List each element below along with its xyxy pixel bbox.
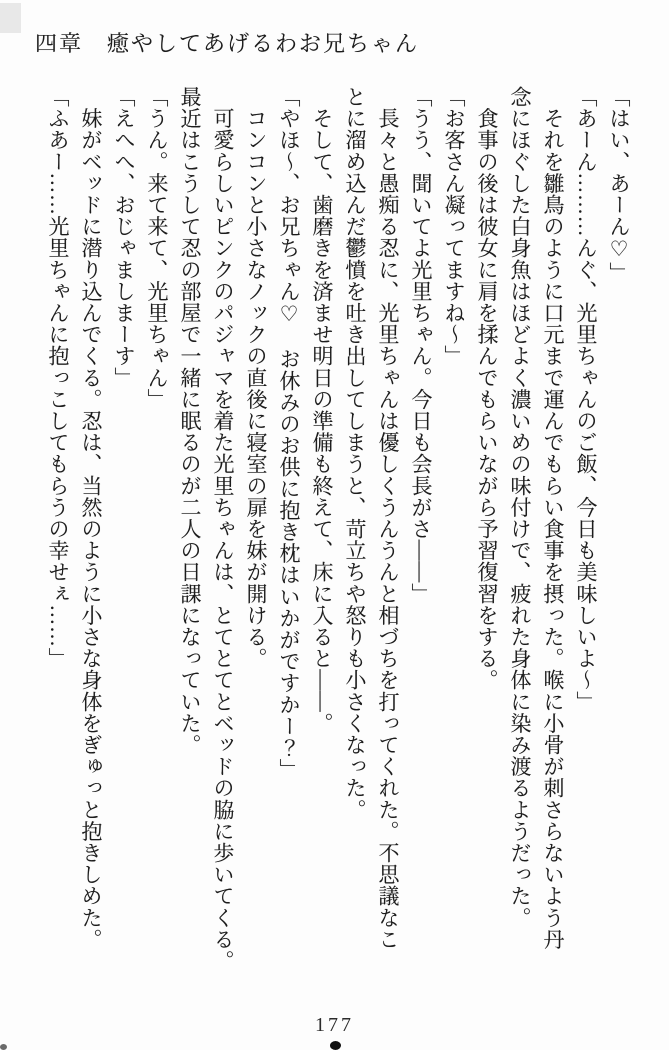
text-line: それを雛鳥のように口元まで運んでもらい食事を摂った。喉に小骨が刺さらないよう丹 bbox=[541, 86, 565, 950]
text-line: 「やほ〜、お兄ちゃん♡ お休みのお供に抱き枕はいかがですかー？」 bbox=[277, 86, 301, 781]
text-line: 「えへへ、おじゃましまーす」 bbox=[112, 86, 136, 389]
text-line: 「はい、あーん♡」 bbox=[607, 86, 631, 284]
chapter-header: 四章 癒やしてあげるわお兄ちゃん bbox=[35, 31, 420, 56]
text-line: 可愛らしいピンクのパジャマを着た光里ちゃんは、とてとてとベッドの脇に歩いてくる。 bbox=[211, 86, 235, 972]
page-body-text bbox=[41, 86, 635, 1021]
text-line: 「ふあー……光里ちゃんに抱っこしてもらうの幸せぇ……」 bbox=[46, 86, 70, 670]
text-line: 最近はこうして忍の部屋で一緒に眠るのが二人の日課になっていた。 bbox=[178, 86, 202, 756]
text-line: 念にほぐした白身魚はほどよく濃いめの味付けで、疲れた身体に染み渡るようだった。 bbox=[508, 86, 532, 929]
text-line: 「うん。来て来て、光里ちゃん」 bbox=[145, 86, 169, 410]
text-line: 妹がベッドに潜り込んでくる。忍は、当然のように小さな身体をぎゅっと抱きしめた。 bbox=[79, 86, 103, 950]
text-line: とに溜め込んだ鬱憤を吐き出してしまうと、苛立ちや怒りも小さくなった。 bbox=[343, 86, 367, 821]
text-line: 長々と愚痴る忍に、光里ちゃんは優しくうんうんと相づちを打ってくれた。不思議なこ bbox=[376, 86, 400, 950]
text-line: そして、歯磨きを済ませ明日の準備も終えて、床に入ると——。 bbox=[310, 86, 334, 734]
scan-artifact-top-left bbox=[0, 3, 21, 33]
text-line: コンコンと小さなノックの直後に寝室の扉を妹が開ける。 bbox=[244, 86, 268, 670]
text-line: 「うう、聞いてよ光里ちゃん。今日も会長がさ——」 bbox=[409, 86, 433, 605]
text-line: 食事の後は彼女に肩を揉んでもらいながら予習復習をする。 bbox=[475, 86, 499, 691]
text-line: 「あーん………んぐ、光里ちゃんのご飯、今日も美味しいよ〜」 bbox=[574, 86, 598, 713]
ink-dot-artifact bbox=[330, 1041, 341, 1050]
text-line: 「お客さん凝ってますね〜」 bbox=[442, 86, 466, 367]
scan-smudge-bottom-left bbox=[0, 1044, 7, 1050]
page-number: 177 bbox=[315, 1014, 354, 1036]
